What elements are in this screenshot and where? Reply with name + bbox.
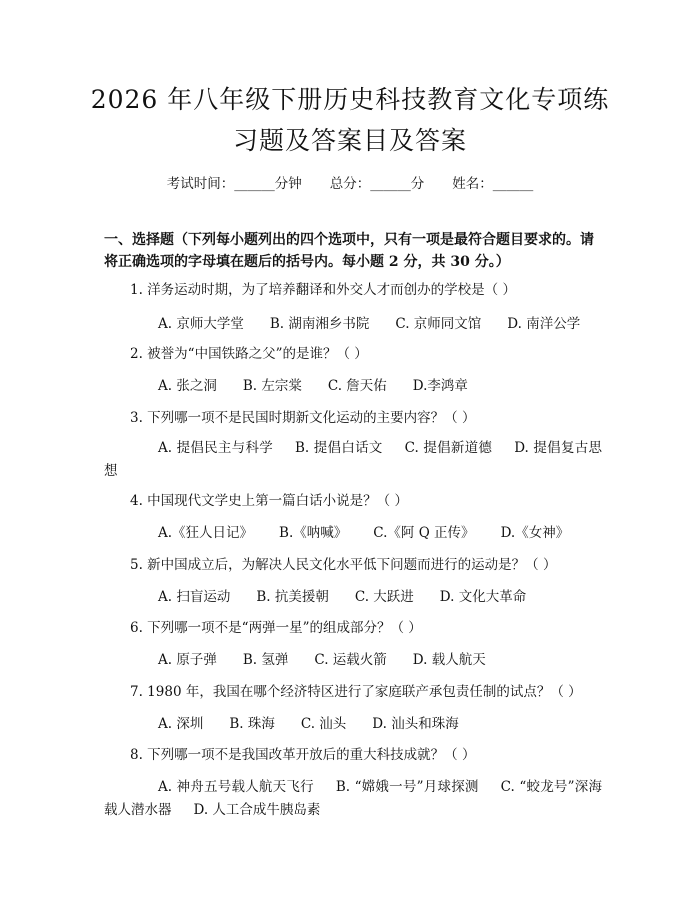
section-heading: 一、选择题（下列每小题列出的四个选项中，只有一项是最符合题目要求的。请将正确选项的字母填在题后的括号内。每小题 2 分，共 30 分。） [104, 232, 594, 270]
question-1-options [158, 318, 580, 332]
option-d: D. 人工合成牛胰岛素 [193, 802, 321, 818]
option-c: C. 京师同文馆 [395, 316, 482, 332]
option-b: B. 提倡白话文 [295, 440, 383, 456]
question-3: 3. 下列哪一项不是民国时期新文化运动的主要内容？（ ） [130, 410, 476, 426]
question-5-options [158, 591, 526, 605]
option-b: B. 左宗棠 [242, 378, 302, 394]
option-b: B. 氢弹 [242, 652, 289, 668]
option-d: D.李鸿章 [412, 378, 468, 394]
option-a: A.《狂人日记》 [158, 525, 254, 541]
option-c: C. 大跃进 [354, 589, 414, 605]
option-c: C.《阿 Q 正传》 [373, 525, 475, 541]
option-b: B.《呐喊》 [279, 525, 348, 541]
option-d: D. 提倡复古思想 [104, 440, 602, 479]
question-5: 5. 新中国成立后，为解决人民文化水平低下问题而进行的运动是？（ ） [130, 557, 557, 573]
student-name: 姓名：______ [452, 176, 534, 192]
option-d: D.《女神》 [500, 525, 570, 541]
option-a: A. 张之洞 [158, 378, 217, 394]
option-a: A. 扫盲运动 [158, 589, 231, 605]
option-b: B. 珠海 [229, 716, 275, 732]
question-2: 2. 被誉为“中国铁路之父”的是谁？（ ） [130, 346, 368, 362]
question-2-options [158, 380, 468, 394]
option-d: D. 载人航天 [412, 652, 486, 668]
doc-title-line2: 习题及答案目及答案 [232, 126, 467, 155]
option-a: A. 神舟五号载人航天飞行 [158, 779, 314, 795]
option-c: C. “蛟龙号”深海载人潜水器 [104, 779, 603, 818]
question-3-options [104, 437, 602, 483]
option-a: A. 提倡民主与科学 [158, 440, 273, 456]
question-4: 4. 中国现代文学史上第一篇白话小说是？（ ） [130, 493, 408, 509]
question-8-options [104, 776, 602, 822]
exam-info [0, 172, 700, 192]
option-b: B. “嫦娥一号”月球探测 [335, 779, 479, 795]
question-4-options [158, 527, 569, 541]
option-a: A. 原子弹 [158, 652, 217, 668]
option-a: A. 深圳 [158, 716, 204, 732]
option-c: C. 汕头 [300, 716, 347, 732]
doc-title-line1: 2026 年八年级下册历史科技教育文化专项练 [90, 85, 610, 114]
question-7-options [158, 718, 459, 732]
option-d: D. 汕头和珠海 [372, 716, 459, 732]
exam-time: 考试时间：______分钟 [166, 176, 302, 192]
option-a: A. 京师大学堂 [158, 316, 244, 332]
total-score: 总分：______分 [329, 176, 425, 192]
option-d: D. 南洋公学 [507, 316, 581, 332]
option-b: B. 湖南湘乡书院 [269, 316, 370, 332]
question-8: 8. 下列哪一项不是我国改革开放后的重大科技成就？（ ） [130, 747, 476, 763]
question-6: 6. 下列哪一项不是“两弹一星”的组成部分？（ ） [130, 620, 422, 636]
option-b: B. 抗美援朝 [256, 589, 329, 605]
question-7: 7. 1980 年，我国在哪个经济特区进行了家庭联产承包责任制的试点？（ ） [130, 684, 582, 700]
option-c: C. 提倡新道德 [404, 440, 493, 456]
option-d: D. 文化大革命 [439, 589, 527, 605]
option-c: C. 运载火箭 [314, 652, 387, 668]
question-6-options [158, 654, 486, 668]
option-c: C. 詹天佑 [327, 378, 387, 394]
question-1: 1. 洋务运动时期，为了培养翻译和外交人才而创办的学校是（ ） [130, 282, 516, 298]
